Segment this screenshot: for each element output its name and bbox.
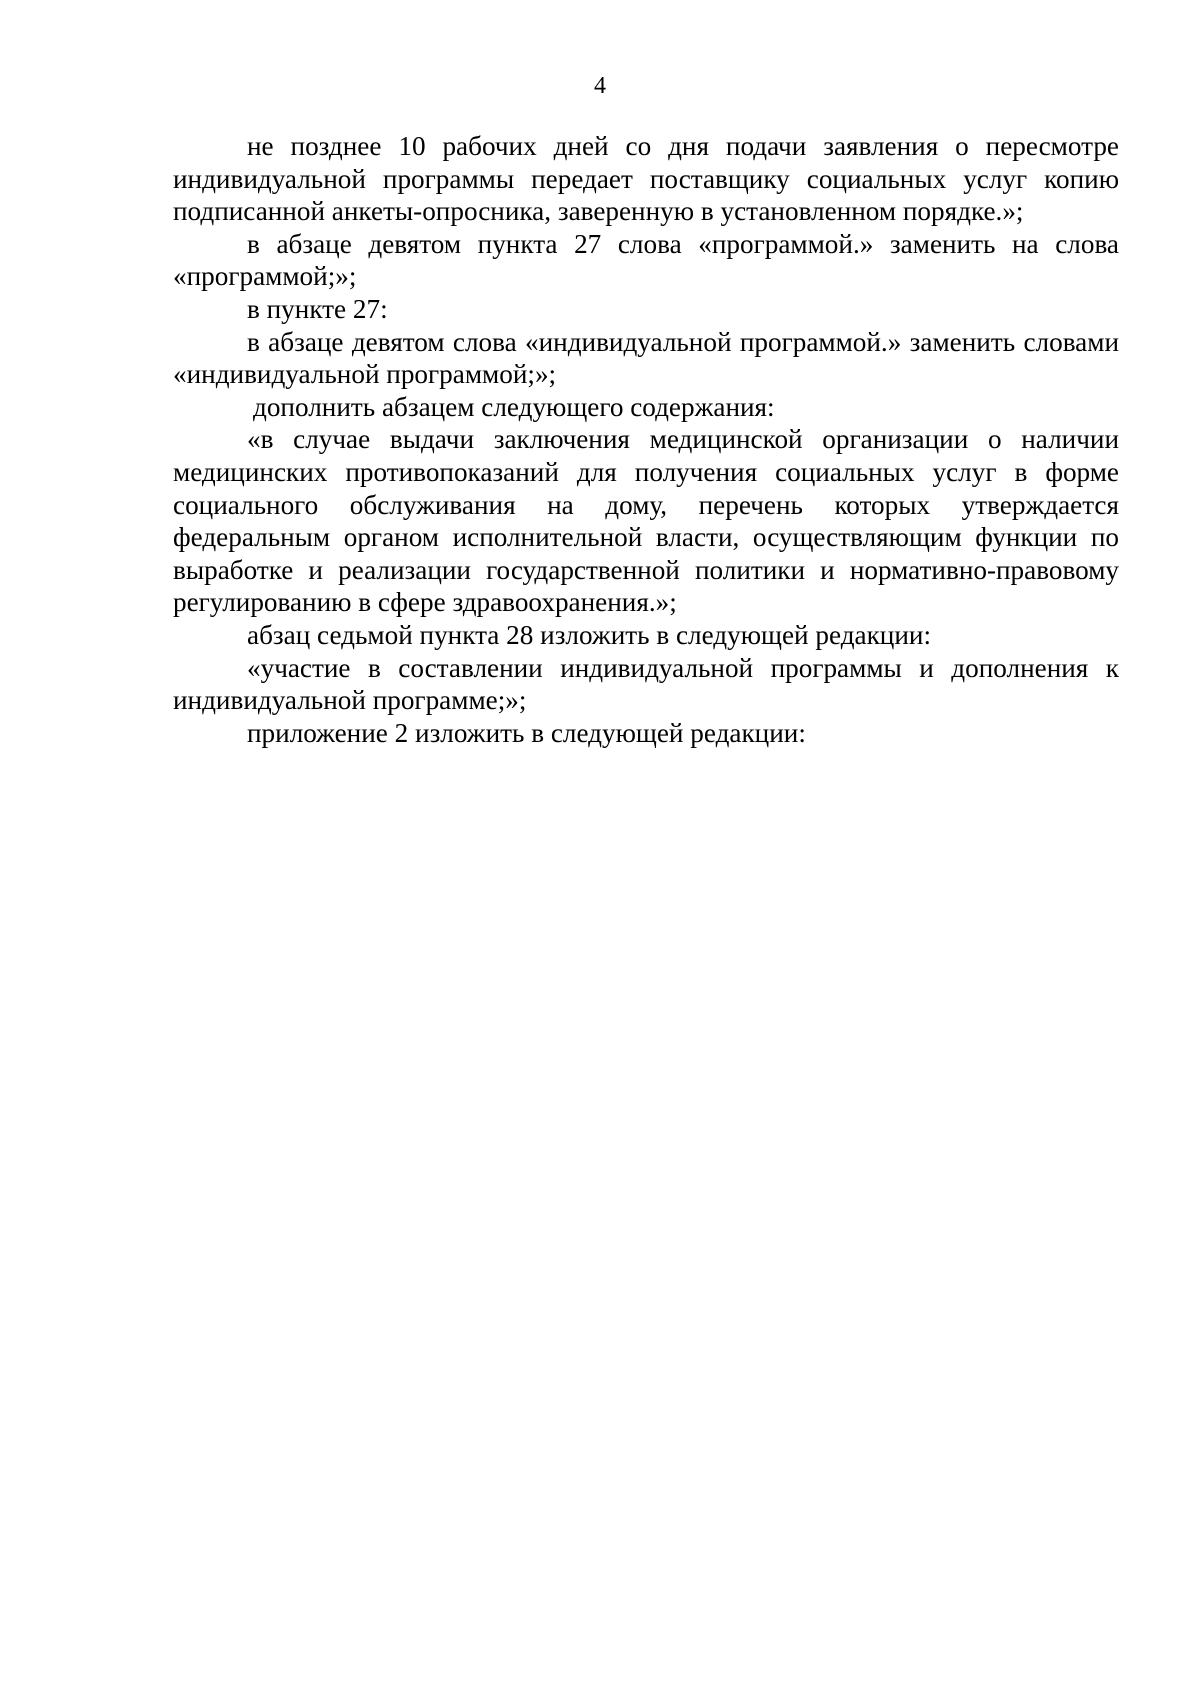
paragraph: в абзаце девятом слова «индивидуальной программой.» заменить словами «индивидуальной программой;»;: [173, 326, 1119, 390]
paragraph: «участие в составлении индивидуальной программы и дополнения к индивидуальной программе;»;: [173, 652, 1119, 716]
paragraph: «в случае выдачи заключения медицинской организации о наличии медицинских противопоказаний для получения социальных услуг в форме социального обслуживания на дому, перечень которых утверждается федеральным органом исполнительной власти, осуществляющим функции по выработке и реализации государственной политики и нормативно-правовому регулированию в сфере здравоохранения.»;: [173, 424, 1119, 618]
paragraph: дополнить абзацем следующего содержания:: [253, 391, 775, 422]
paragraph: абзац седьмой пункта 28 изложить в следующей редакции:: [247, 619, 932, 650]
paragraph: не позднее 10 рабочих дней со дня подачи заявления о пересмотре индивидуальной программы передает поставщику социальных услуг копию подписанной анкеты-опросника, заверенную в установленном порядке.»;: [173, 131, 1119, 227]
document-body: [173, 130, 1119, 749]
paragraph: в пункте 27:: [247, 293, 388, 324]
page-number: 4: [594, 73, 606, 99]
paragraph: приложение 2 изложить в следующей редакции:: [247, 717, 806, 748]
paragraph: в абзаце девятом пункта 27 слова «программой.» заменить на слова «программой;»;: [173, 228, 1119, 292]
